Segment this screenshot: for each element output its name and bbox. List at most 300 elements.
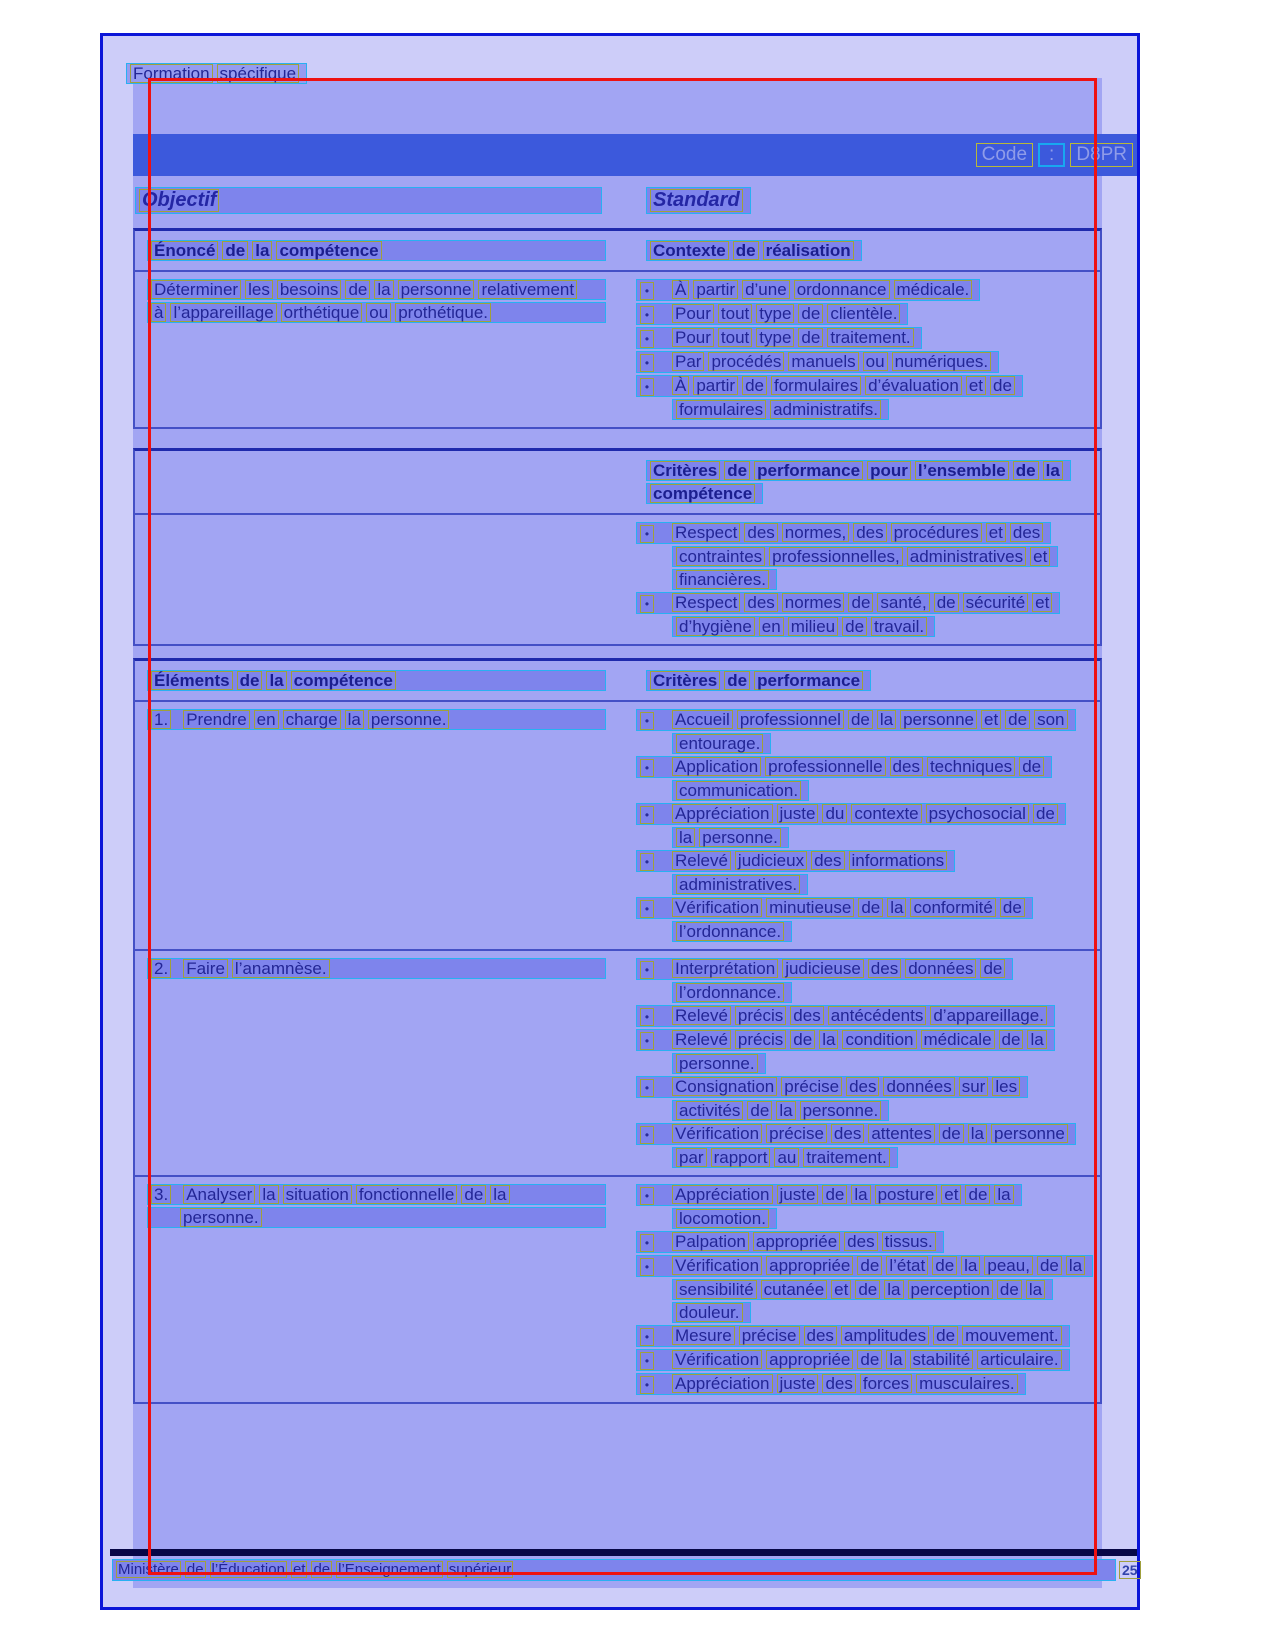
text-line [672,874,808,895]
word: de [980,959,1005,978]
code-bar [133,134,1139,176]
text-line [636,1005,1055,1027]
word: musculaires. [916,1374,1017,1393]
text-line [672,1208,777,1229]
word: Appréciation [672,1374,773,1393]
word: professionnelles, [769,547,903,566]
word: de [1019,757,1044,776]
word: financières. [676,570,769,589]
word: tout [718,328,752,347]
word: 1. [151,710,171,729]
word: des [844,1232,877,1251]
word: Pour [672,328,714,347]
word: de [222,241,248,260]
word: formulaires [676,400,766,419]
word: minutieuse [766,898,854,917]
word: posture [875,1185,938,1204]
bullet-icon: • [640,712,654,730]
word: type [756,304,794,323]
word: procédures [891,523,982,542]
word: Interprétation [672,959,778,978]
word: des [890,757,923,776]
word: la [1043,461,1063,480]
word: sécurité [963,593,1029,612]
text-line [636,303,908,325]
word: précise [739,1326,800,1345]
table-elements-criteres [133,658,1102,1404]
word: Vérification [672,898,762,917]
word: Ministère [118,1561,179,1578]
header-left-cell [135,460,606,506]
word: de [1013,461,1039,480]
word: de [747,1101,772,1120]
word: les [992,1077,1020,1096]
word: la [490,1185,509,1204]
text-line [636,327,922,349]
text-line [147,709,606,730]
word: Faire [183,959,228,978]
word: des [1010,523,1043,542]
text-line [636,850,955,872]
code-label: Code [976,143,1033,167]
bullet-icon: • [640,378,654,396]
word: Objectif [139,189,219,212]
word: numériques. [892,352,992,371]
text-line [672,569,777,590]
table-row [135,702,1100,949]
word: la [776,1101,795,1120]
word: Vérification [672,1350,762,1369]
doc-section-label [126,63,307,86]
text-line [646,483,763,504]
word: Critères [650,461,720,480]
word: stabilité [910,1350,974,1369]
word: médicale. [894,280,973,299]
word: l’ordonnance. [676,983,784,1002]
row-right-cell [606,522,1100,639]
text-line [636,803,1066,825]
word: techniques [927,757,1015,776]
table-row [135,949,1100,1175]
bullet-icon: • [640,1328,654,1346]
text-line [636,958,1013,980]
word: rapport [711,1148,771,1167]
word: juste [777,804,819,823]
word: données [905,959,976,978]
bullet-icon: • [640,1079,654,1097]
word: personne [900,710,977,729]
bullet-icon: • [640,1126,654,1144]
word: juste [777,1185,819,1204]
bullet-icon: • [640,525,654,543]
word: relativement [478,280,577,299]
bullet-icon: • [640,306,654,324]
word: et [1032,593,1052,612]
text-line [147,670,606,691]
word: de [1005,710,1030,729]
text-line [636,709,1076,731]
word: personne. [368,710,450,729]
word: en [254,710,279,729]
word: l’appareillage [170,303,276,322]
word: d’évaluation [865,376,962,395]
text-line [636,1029,1055,1051]
word: des [811,851,844,870]
table-header-row [135,231,1100,272]
word: les [245,280,273,299]
word: conformité [910,898,995,917]
text-line [636,1373,1026,1395]
word: communication. [676,781,801,800]
word: partir [693,376,738,395]
text-line [672,827,789,848]
word: de [934,593,959,612]
word: des [744,593,777,612]
word: Formation [130,64,213,83]
text-line [672,1100,889,1121]
word: précise [781,1077,842,1096]
word: tissus. [882,1232,936,1251]
word: la [259,1185,278,1204]
bullet-icon: • [640,961,654,979]
word: la [374,280,393,299]
word: mouvement. [962,1326,1062,1345]
text-line [636,897,1033,919]
word: besoins [277,280,342,299]
word: de [790,1030,815,1049]
word: personne. [676,1054,758,1073]
word: compétence [276,241,381,260]
text-line [636,592,1060,614]
word: supérieur [448,1561,512,1578]
word: professionnelle [765,757,885,776]
word: articulaire. [977,1350,1061,1369]
word: la [252,241,272,260]
word: peau, [984,1256,1033,1275]
word: partir [693,280,738,299]
word: Vérification [672,1256,762,1275]
word: Relevé [672,1030,731,1049]
word: travail. [871,617,927,636]
word: personne. [699,828,781,847]
table-enonce-contexte [133,228,1102,429]
text-line [636,1349,1070,1371]
word: d’hygiène [676,617,755,636]
word: appropriée [766,1256,853,1275]
word: la [676,828,695,847]
word: normes [782,593,845,612]
word: 3. [151,1185,171,1204]
word: Appréciation [672,804,773,823]
text-line [147,302,606,323]
word: Palpation [672,1232,749,1251]
header-right-cell [606,670,1100,693]
word: de [857,1350,882,1369]
row-left-cell [135,958,606,1170]
text-line [672,982,792,1003]
word: orthétique [281,303,363,322]
word: Critères [650,671,720,690]
word: professionnel [737,710,844,729]
word: appropriée [753,1232,840,1251]
word: la [819,1030,838,1049]
word: santé, [877,593,929,612]
word: de [724,461,750,480]
word: administratives. [676,875,800,894]
text-line [646,670,871,691]
word: manuels [788,352,858,371]
word: 2. [151,959,171,978]
word: clientèle. [827,304,900,323]
word: Application [672,757,761,776]
text-line [646,460,1071,481]
row-left-cell [135,279,606,422]
word: de [939,1124,964,1143]
word: judicieuse [782,959,864,978]
column-titles-row [135,187,751,216]
word: tout [718,304,752,323]
text-line [636,1184,1022,1206]
word: de [857,1256,882,1275]
word: Énoncé [151,241,218,260]
word: performance [754,461,863,480]
word: l’état [886,1256,928,1275]
word: des [790,1006,823,1025]
word: informations [849,851,948,870]
word: Standard [650,189,743,212]
word: entourage. [676,734,763,753]
text-line [672,1053,766,1074]
text-line [636,279,980,301]
word: procédés [708,352,784,371]
word: de [932,1256,957,1275]
word: son [1034,710,1067,729]
word: de [345,280,370,299]
word: du [822,804,847,823]
bullet-icon: • [640,1032,654,1050]
word: de [855,1280,880,1299]
word: traitement. [827,328,913,347]
word: administratifs. [770,400,881,419]
word: ou [863,352,888,371]
text-line [147,240,606,261]
word: des [744,523,777,542]
word: fonctionnelle [356,1185,457,1204]
word: pour [867,461,911,480]
bullet-icon: • [640,282,654,300]
code-value: D8PR [1070,143,1133,167]
word: précis [735,1006,786,1025]
word: la [266,671,286,690]
word: la [345,710,364,729]
text-line [636,756,1052,778]
word: par [676,1148,707,1167]
bullet-icon: • [640,759,654,777]
bullet-icon: • [640,1258,654,1276]
word: locomotion. [676,1209,769,1228]
word: et [986,523,1006,542]
text-line [646,240,862,261]
word: la [886,1350,905,1369]
word: de [933,1326,958,1345]
table-header-row [135,451,1100,515]
word: et [981,710,1001,729]
word: traitement. [803,1148,889,1167]
bullet-icon: • [640,853,654,871]
text-line [672,1302,751,1323]
table-row [135,272,1100,427]
word: l’anamnèse. [232,959,330,978]
code-separator: : [1038,143,1065,167]
header-right-cell [606,460,1100,506]
word: Éléments [151,671,233,690]
bullet-icon: • [640,1352,654,1370]
bullet-icon: • [640,1234,654,1252]
word: d’appareillage. [930,1006,1047,1025]
table-header-row [135,661,1100,702]
word: de [313,1561,331,1578]
text-line [672,733,771,754]
word: milieu [788,617,838,636]
word: ordonnance [794,280,890,299]
row-right-cell [606,1184,1100,1397]
text-line [636,1076,1028,1098]
word: situation [283,1185,352,1204]
table-row [135,515,1100,644]
word: formulaires [771,376,861,395]
row-left-cell [135,1184,606,1397]
row-left-cell [135,522,606,639]
word: la [851,1185,870,1204]
bullet-icon: • [640,1187,654,1205]
bullet-icon: • [640,330,654,348]
word: condition [842,1030,916,1049]
word: de [1037,1256,1062,1275]
word: compétence [291,671,396,690]
word: de [1000,898,1025,917]
word: charge [283,710,341,729]
word: psychosocial [926,804,1029,823]
text-line [636,1123,1076,1145]
word: spécifique [217,64,300,83]
word: amplitudes [841,1326,929,1345]
word: judicieux [735,851,807,870]
word: À [672,280,689,299]
row-right-cell [606,279,1100,422]
word: Mesure [672,1326,735,1345]
word: et [292,1561,306,1578]
text-line [672,616,935,637]
word: précis [735,1030,786,1049]
word: Appréciation [672,1185,773,1204]
word: de [990,376,1015,395]
objectif-title [135,187,602,214]
word: personne. [800,1101,882,1120]
word: appropriée [766,1350,853,1369]
word: ou [366,303,391,322]
row-right-cell [606,709,1100,944]
word: des [853,523,886,542]
word: sensibilité [676,1280,757,1299]
text-line [672,546,1058,567]
word: et [941,1185,961,1204]
word: personne. [180,1208,262,1227]
word: au [774,1148,799,1167]
word: précise [766,1124,827,1143]
word: des [804,1326,837,1345]
text-line [636,375,1023,397]
word: type [756,328,794,347]
word: Pour [672,304,714,323]
table-row [135,1175,1100,1402]
word: administratives [907,547,1026,566]
word: de [237,671,263,690]
word: médicale [921,1030,995,1049]
word: prothétique. [395,303,491,322]
text-line [636,1255,1093,1277]
word: Déterminer [151,280,241,299]
word: l’ensemble [915,461,1009,480]
header-left-cell [135,240,606,263]
word: de [742,376,767,395]
word: réalisation [763,241,854,260]
header-left-cell [135,670,606,693]
word: de [842,617,867,636]
text-line [636,1231,944,1253]
bullet-icon: • [640,595,654,613]
word: de [724,671,750,690]
word: à [151,303,166,322]
word: Consignation [672,1077,777,1096]
word: des [822,1374,855,1393]
text-line [147,958,606,979]
word: l’Enseignement [338,1561,441,1578]
table-criteres-ensemble [133,448,1102,646]
word: de [965,1185,990,1204]
word: Respect [672,523,740,542]
bullet-icon: • [640,806,654,824]
word: de [798,304,823,323]
word: de [461,1185,486,1204]
word: Relevé [672,1006,731,1025]
word: la [887,898,906,917]
word: contexte [851,804,921,823]
row-right-cell [606,958,1100,1170]
word: normes, [782,523,849,542]
word: perception [908,1280,993,1299]
word: de [186,1561,204,1578]
word: la [877,710,896,729]
word: douleur. [676,1303,743,1322]
document-page [100,33,1140,1610]
word: des [846,1077,879,1096]
word: personne [991,1124,1068,1143]
text-line [636,351,999,373]
standard-title [646,187,751,214]
word: et [966,376,986,395]
word: de [999,1030,1024,1049]
word: des [868,959,901,978]
word: forces [860,1374,912,1393]
text-line [147,1207,606,1228]
word: et [1030,547,1050,566]
word: la [961,1256,980,1275]
word: attentes [868,1124,935,1143]
text-line [636,1325,1070,1347]
word: Respect [672,593,740,612]
word: la [1066,1256,1085,1275]
text-line [112,1559,1116,1581]
